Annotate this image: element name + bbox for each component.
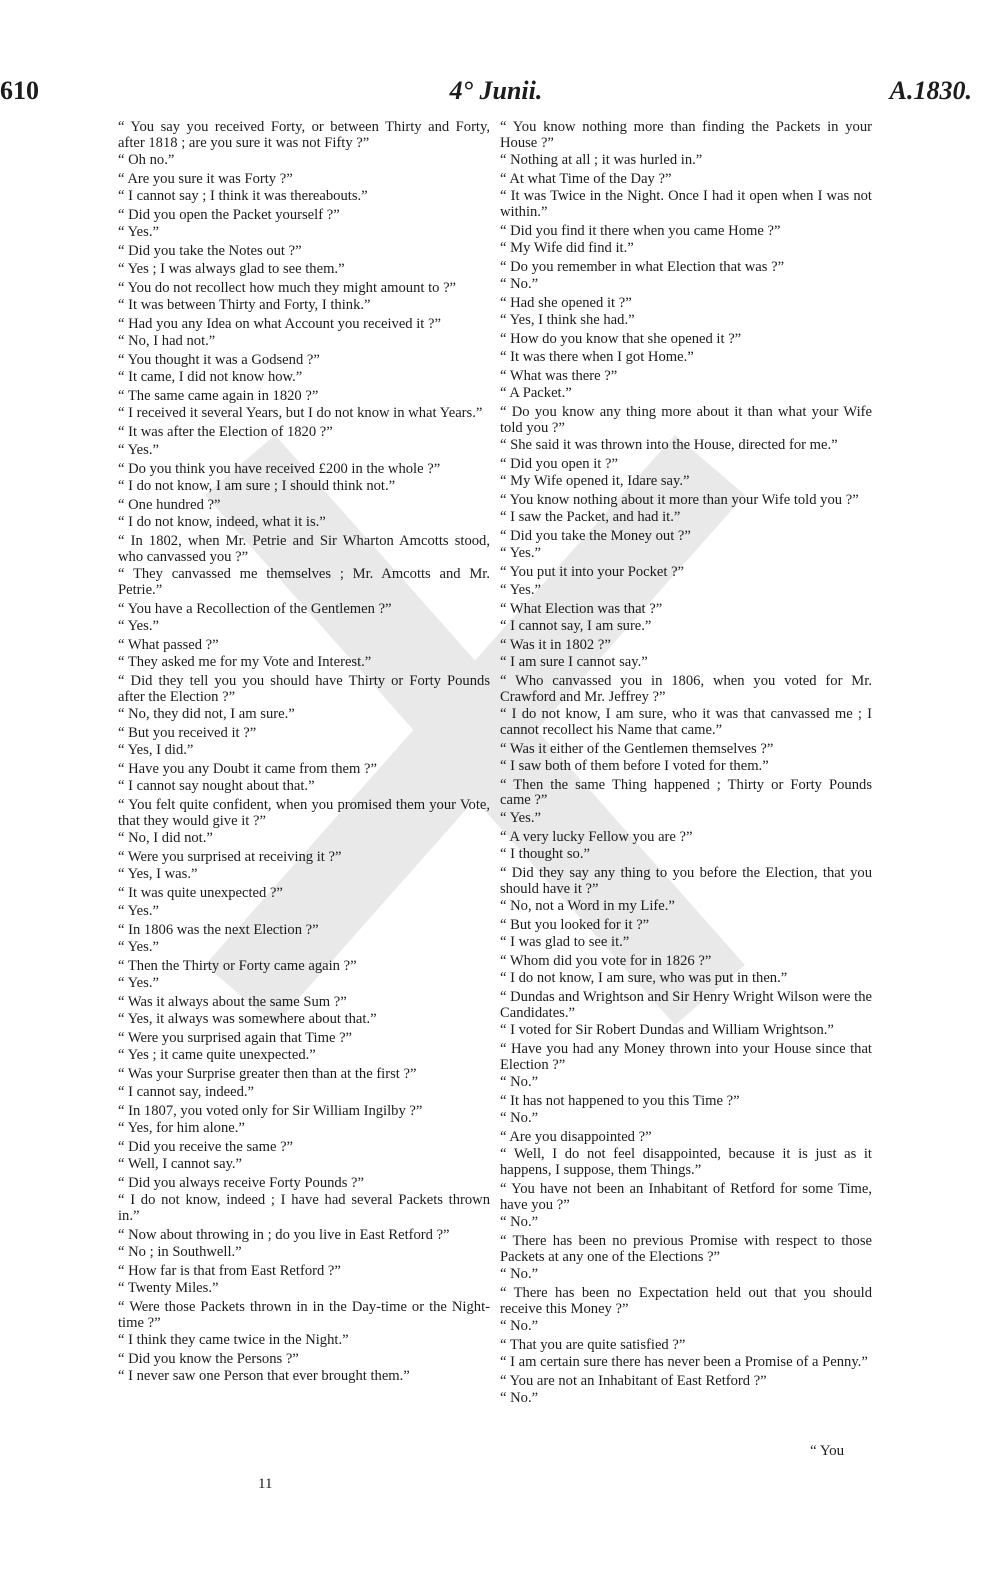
testimony-line: “ I voted for Sir Robert Dundas and William Wrightson.” — [500, 1022, 834, 1039]
testimony-line: “ Do you know any thing more about it than what your Wife told you ?” — [500, 403, 872, 436]
running-year: A.1830. — [889, 76, 972, 105]
testimony-line: “ Did you open it ?” — [500, 455, 618, 472]
testimony-line: “ Was it in 1802 ?” — [500, 636, 611, 653]
testimony-line: “ How do you know that she opened it ?” — [500, 331, 742, 348]
testimony-line: “ What passed ?” — [118, 636, 219, 653]
testimony-line: “ In 1806 was the next Election ?” — [118, 921, 319, 938]
testimony-line: “ My Wife did find it.” — [500, 240, 634, 257]
testimony-line: “ My Wife opened it, Idare say.” — [500, 472, 690, 489]
testimony-line: “ Yes, I was.” — [118, 866, 198, 883]
testimony-line: “ Then the Thirty or Forty came again ?” — [118, 957, 357, 974]
testimony-line: “ Well, I cannot say.” — [118, 1156, 243, 1172]
testimony-line: “ Are you sure it was Forty ?” — [118, 170, 293, 187]
testimony-line: “ They asked me for my Vote and Interest.” — [118, 653, 372, 670]
testimony-line: “ Yes, for him alone.” — [118, 1119, 245, 1136]
testimony-line: “ Was your Surprise greater then than at the first ?” — [118, 1066, 417, 1083]
testimony-line: “ You put it into your Pocket ?” — [500, 564, 685, 581]
testimony-line: “ No.” — [500, 1317, 539, 1334]
testimony-line: “ It was between Thirty and Forty, I think.” — [118, 296, 371, 313]
testimony-line: “ A Packet.” — [500, 384, 572, 401]
signature-mark: 11 — [258, 1476, 273, 1492]
testimony-line: “ I cannot say, I am sure.” — [500, 617, 652, 634]
testimony-line: “ It came, I did not know how.” — [118, 369, 303, 386]
testimony-line: “ Yes, I did.” — [118, 742, 194, 759]
testimony-line: “ It was quite unexpected ?” — [118, 885, 283, 902]
testimony-line: “ Were you surprised at receiving it ?” — [118, 849, 342, 866]
testimony-line: “ No.” — [500, 1074, 539, 1090]
testimony-line: “ You are not an Inhabitant of East Retford ?” — [500, 1373, 767, 1390]
catchword: “ You — [810, 1443, 845, 1459]
testimony-line: “ How far is that from East Retford ?” — [118, 1263, 341, 1280]
testimony-line: “ Well, I do not feel disappointed, because it is just as it happens, I suppose, them Things.” — [500, 1146, 872, 1179]
testimony-line: “ Were you surprised again that Time ?” — [118, 1030, 353, 1047]
testimony-line: “ Yes.” — [500, 581, 541, 598]
testimony-line: “ Do you think you have received £200 in the whole ?” — [118, 460, 441, 477]
testimony-line: “ In 1807, you voted only for Sir William Ingilby ?” — [118, 1102, 423, 1119]
testimony-line: “ You know nothing about it more than your Wife told you ?” — [500, 491, 859, 508]
testimony-line: “ I received it several Years, but I do not know in what Years.” — [118, 405, 483, 422]
testimony-line: “ I cannot say ; I think it was thereabouts.” — [118, 188, 368, 205]
testimony-line: “ It was there when I got Home.” — [500, 348, 694, 365]
testimony-line: “ I think they came twice in the Night.” — [118, 1332, 349, 1349]
testimony-line: “ Did you know the Persons ?” — [118, 1351, 299, 1368]
testimony-line: “ I do not know, I am sure, who was put in then.” — [500, 970, 788, 987]
testimony-line: “ They canvassed me themselves ; Mr. Amcotts and Mr. Petrie.” — [118, 565, 490, 598]
testimony-line: “ Were those Packets thrown in in the Day-time or the Night-time ?” — [118, 1299, 490, 1332]
testimony-line: “ You do not recollect how much they might amount to ?” — [118, 279, 457, 296]
testimony-line: “ No.” — [500, 1265, 539, 1282]
testimony-line: “ Had you any Idea on what Account you received it ?” — [118, 315, 441, 332]
testimony-line: “ I never saw one Person that ever brought them.” — [118, 1368, 410, 1385]
testimony-line: “ Did you take the Money out ?” — [500, 528, 691, 545]
testimony-line: “ Yes.” — [118, 938, 159, 955]
testimony-line: “ I was glad to see it.” — [500, 933, 630, 950]
testimony-line: “ At what Time of the Day ?” — [500, 170, 672, 187]
testimony-line: “ Nothing at all ; it was hurled in.” — [500, 151, 703, 168]
testimony-line: “ There has been no previous Promise with respect to those Packets at any one of the Elections ?” — [500, 1233, 872, 1265]
testimony-line: “ But you received it ?” — [118, 724, 257, 741]
testimony-line: “ No, not a Word in my Life.” — [500, 897, 675, 914]
left-column — [118, 120, 490, 1388]
testimony-line: “ I thought so.” — [500, 845, 590, 862]
testimony-line: “ It has not happened to you this Time ?” — [500, 1093, 740, 1109]
testimony-line: “ Yes.” — [118, 617, 159, 634]
testimony-line: “ Yes.” — [500, 809, 541, 826]
testimony-line: “ Yes, I think she had.” — [500, 312, 635, 329]
testimony-line: “ No.” — [500, 276, 539, 293]
testimony-line: “ I am sure I cannot say.” — [500, 653, 648, 670]
testimony-line: “ You have not been an Inhabitant of Retford for some Time, have you ?” — [500, 1181, 872, 1213]
testimony-line: “ I saw the Packet, and had it.” — [500, 509, 681, 526]
testimony-line: “ What Election was that ?” — [500, 600, 663, 617]
testimony-line: “ I do not know, indeed, what it is.” — [118, 513, 326, 530]
testimony-line: “ Now about throwing in ; do you live in East Retford ?” — [118, 1226, 450, 1243]
testimony-line: “ Have you had any Money thrown into your House since that Election ?” — [500, 1041, 872, 1073]
testimony-line: “ Yes.” — [118, 974, 159, 991]
testimony-line: “ I do not know, I am sure, who it was that canvassed me ; I cannot recollect his Name that came.” — [500, 705, 872, 738]
testimony-line: “ Did you open the Packet yourself ?” — [118, 207, 340, 224]
testimony-line: “ Was it either of the Gentlemen themselves ?” — [500, 740, 774, 757]
testimony-line: “ Did you take the Notes out ?” — [118, 243, 302, 260]
testimony-line: “ Yes, it always was somewhere about that.” — [118, 1011, 377, 1028]
testimony-line: “ No, they did not, I am sure.” — [118, 705, 295, 722]
testimony-line: “ No.” — [500, 1214, 539, 1231]
testimony-line: “ It was Twice in the Night. Once I had it open when I was not within.” — [500, 188, 872, 220]
testimony-line: “ Are you disappointed ?” — [500, 1129, 652, 1146]
testimony-line: “ I am certain sure there has never been a Promise of a Penny.” — [500, 1354, 868, 1371]
testimony-line: “ The same came again in 1820 ?” — [118, 388, 319, 405]
testimony-line: “ There has been no Expectation held out that you should receive this Money ?” — [500, 1284, 872, 1317]
testimony-line: “ Twenty Miles.” — [118, 1280, 219, 1297]
testimony-line: “ Dundas and Wrightson and Sir Henry Wright Wilson were the Candidates.” — [500, 989, 872, 1021]
testimony-line: “ I do not know, indeed ; I have had several Packets thrown in.” — [118, 1192, 490, 1224]
testimony-line: “ I cannot say nought about that.” — [118, 778, 315, 795]
testimony-line: “ But you looked for it ?” — [500, 916, 650, 933]
testimony-line: “ That you are quite satisfied ?” — [500, 1336, 686, 1353]
testimony-line: “ What was there ?” — [500, 367, 618, 384]
testimony-line: “ Have you any Doubt it came from them ?” — [118, 761, 377, 778]
testimony-line: “ No.” — [500, 1390, 539, 1407]
testimony-line: “ I cannot say, indeed.” — [118, 1083, 255, 1100]
testimony-line: “ No ; in Southwell.” — [118, 1244, 242, 1261]
testimony-line: “ No, I had not.” — [118, 332, 216, 349]
testimony-line: “ You have a Recollection of the Gentlemen ?” — [118, 600, 392, 617]
testimony-line: “ Did you always receive Forty Pounds ?” — [118, 1175, 365, 1191]
testimony-line: “ Then the same Thing happened ; Thirty or Forty Pounds came ?” — [500, 776, 872, 809]
testimony-line: “ Did you receive the same ?” — [118, 1138, 294, 1155]
testimony-line: “ Did they say any thing to you before the Election, that you should have it ?” — [500, 864, 872, 897]
testimony-line: “ Yes ; it came quite unexpected.” — [118, 1047, 316, 1064]
page-number: 610 — [0, 76, 39, 105]
testimony-line: “ I saw both of them before I voted for them.” — [500, 757, 769, 774]
testimony-line: “ Yes ; I was always glad to see them.” — [118, 260, 345, 277]
testimony-line: “ You felt quite confident, when you promised them your Vote, that they would give it ?” — [118, 797, 490, 829]
testimony-line: “ Oh no.” — [118, 151, 175, 168]
testimony-line: “ Yes.” — [118, 224, 159, 241]
testimony-line: “ You say you received Forty, or between Thirty and Forty, after 1818 ; are you sure it was not Fifty ?” — [118, 119, 490, 151]
testimony-line: “ She said it was thrown into the House, directed for me.” — [500, 436, 838, 453]
testimony-line: “ No.” — [500, 1110, 539, 1127]
testimony-line: “ In 1802, when Mr. Petrie and Sir Wharton Amcotts stood, who canvassed you ?” — [118, 532, 490, 565]
right-column — [500, 120, 872, 1410]
testimony-line: “ It was after the Election of 1820 ?” — [118, 424, 333, 441]
testimony-line: “ Yes.” — [500, 545, 541, 562]
testimony-line: “ A very lucky Fellow you are ?” — [500, 828, 693, 845]
testimony-line: “ Who canvassed you in 1806, when you voted for Mr. Crawford and Mr. Jeffrey ?” — [500, 672, 872, 705]
testimony-line: “ I do not know, I am sure ; I should think not.” — [118, 477, 396, 494]
testimony-line: “ Do you remember in what Election that was ?” — [500, 259, 785, 276]
testimony-line: “ Had she opened it ?” — [500, 295, 632, 312]
testimony-line: “ Did you find it there when you came Home ?” — [500, 222, 781, 239]
testimony-line: “ Was it always about the same Sum ?” — [118, 993, 347, 1010]
testimony-line: “ You thought it was a Godsend ?” — [118, 351, 320, 368]
testimony-line: “ Yes.” — [118, 441, 159, 458]
testimony-line: “ One hundred ?” — [118, 496, 221, 513]
testimony-line: “ Yes.” — [118, 902, 159, 919]
running-date: 4° Junii. — [449, 76, 543, 105]
testimony-line: “ Whom did you vote for in 1826 ?” — [500, 952, 712, 969]
testimony-line: “ You know nothing more than finding the Packets in your House ?” — [500, 119, 872, 151]
testimony-line: “ No, I did not.” — [118, 830, 213, 847]
testimony-line: “ Did they tell you you should have Thirty or Forty Pounds after the Election ?” — [118, 672, 490, 705]
